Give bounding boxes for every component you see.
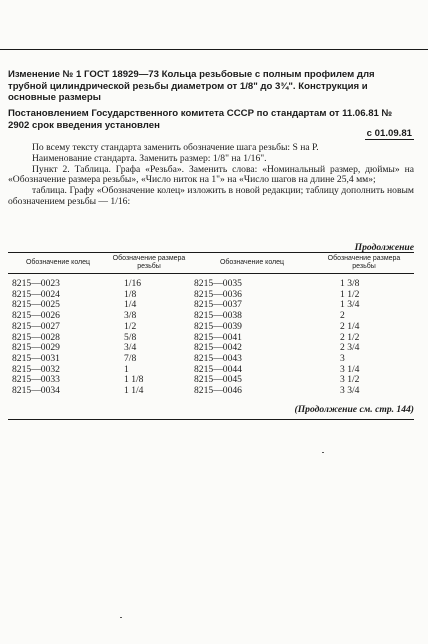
ring-designation-table <box>8 252 414 397</box>
thread-size-cell: 1/2 <box>124 320 137 332</box>
thread-size-cell: 1 1/4 <box>124 385 144 397</box>
ring-designation-cell: 8215—0046 <box>194 385 242 397</box>
thread-size-cell: 1 3/4 <box>340 299 360 311</box>
thread-size-cell: 5/8 <box>124 331 137 343</box>
bottom-rule <box>8 419 414 420</box>
ring-designation-cell: 8215—0036 <box>194 288 242 300</box>
thread-size-cell: 1 <box>124 363 129 375</box>
thread-size-cell: 1/4 <box>124 299 137 311</box>
ring-designation-cell: 8215—0045 <box>194 374 242 386</box>
ring-designation-cell: 8215—0023 <box>12 278 60 289</box>
thread-size-cell: 1/8 <box>124 288 137 300</box>
thread-size-cell: 3/4 <box>124 342 137 354</box>
ring-designation-cell: 8215—0027 <box>12 320 60 332</box>
ring-designation-cell: 8215—0043 <box>194 352 242 364</box>
ring-designation-cell: 8215—0039 <box>194 320 242 332</box>
ring-designation-cell: 8215—0033 <box>12 374 60 386</box>
ring-designation-cell: 8215—0042 <box>194 342 242 354</box>
ring-designation-cell: 8215—0029 <box>12 342 60 354</box>
paragraph: Наименование стандарта. Заменить размер: 1/8" на 1/16". <box>32 152 267 164</box>
thread-size-cell: 2 1/2 <box>340 331 360 343</box>
ring-designation-cell: 8215—0032 <box>12 363 60 375</box>
table-row <box>8 386 414 397</box>
ring-designation-cell: 8215—0028 <box>12 331 60 343</box>
thread-size-cell: 3/8 <box>124 310 137 322</box>
thread-size-cell: 1/16 <box>124 278 142 289</box>
thread-size-cell: 7/8 <box>124 352 137 364</box>
table-body <box>8 274 414 397</box>
paragraph: По всему тексту стандарта заменить обозначение шага резьбы: S на P. <box>32 142 319 153</box>
ring-designation-cell: 8215—0034 <box>12 385 60 397</box>
table-row <box>8 322 414 333</box>
ring-designation-cell: 8215—0026 <box>12 310 60 322</box>
thread-size-cell: 3 1/4 <box>340 363 360 375</box>
paragraph: таблица. Графу «Обозначение колец» изложить в новой редакции; таблицу дополнить новым обозначением резьбы — 1/16: <box>8 185 414 207</box>
continuation-footer: (Продолжение см. стр. 144) <box>294 404 414 415</box>
amendment-body <box>8 143 414 208</box>
scan-speck <box>322 452 324 453</box>
ring-designation-cell: 8215—0025 <box>12 299 60 311</box>
thread-size-cell: 1 3/8 <box>340 278 360 289</box>
ring-designation-cell: 8215—0035 <box>194 278 242 289</box>
thread-size-cell: 2 1/4 <box>340 320 360 332</box>
ring-designation-cell: 8215—0024 <box>12 288 60 300</box>
thread-size-cell: 2 3/4 <box>340 342 360 354</box>
amendment-heading: Изменение № 1 ГОСТ 18929—73 Кольца резьбовые с полным профилем для трубной цилиндрической резьбы диаметром от 1/8" до 3¾". Конструкция и основные размеры <box>8 69 375 104</box>
ring-designation-cell: 8215—0031 <box>12 352 60 364</box>
effective-date: с 01.09.81 <box>366 128 412 139</box>
decree-text: Постановлением Государственного комитета СССР по стандартам от 11.06.81 № 2902 срок введения установлен <box>8 108 393 131</box>
continuation-label: Продолжение <box>354 242 414 253</box>
column-header: Обозначение колец <box>190 253 314 274</box>
ring-designation-cell: 8215—0044 <box>194 363 242 375</box>
thread-size-cell: 3 1/2 <box>340 374 360 386</box>
column-header: Обозначение размера резьбы <box>314 253 414 274</box>
thread-size-cell: 3 3/4 <box>340 385 360 397</box>
thread-size-cell: 1 1/2 <box>340 288 360 300</box>
thread-size-cell: 3 <box>340 352 345 364</box>
ring-designation-cell: 8215—0038 <box>194 310 242 322</box>
thread-size-cell: 1 1/8 <box>124 374 144 386</box>
scan-speck <box>120 617 122 618</box>
ring-designation-cell: 8215—0041 <box>194 331 242 343</box>
top-rule <box>0 49 428 50</box>
table-header-row <box>8 253 414 274</box>
paragraph: Пункт 2. Таблица. Графа «Резьба». Заменить слова: «Номинальный размер, дюймы» на «Обозначение размера резьбы», «Число ниток на 1"» на «Число шагов на длине 25,4 мм»; <box>8 163 414 186</box>
column-header: Обозначение размера резьбы <box>108 253 190 274</box>
ring-designation-cell: 8215—0037 <box>194 299 242 311</box>
thread-size-cell: 2 <box>340 310 345 322</box>
column-header: Обозначение колец <box>8 253 108 274</box>
